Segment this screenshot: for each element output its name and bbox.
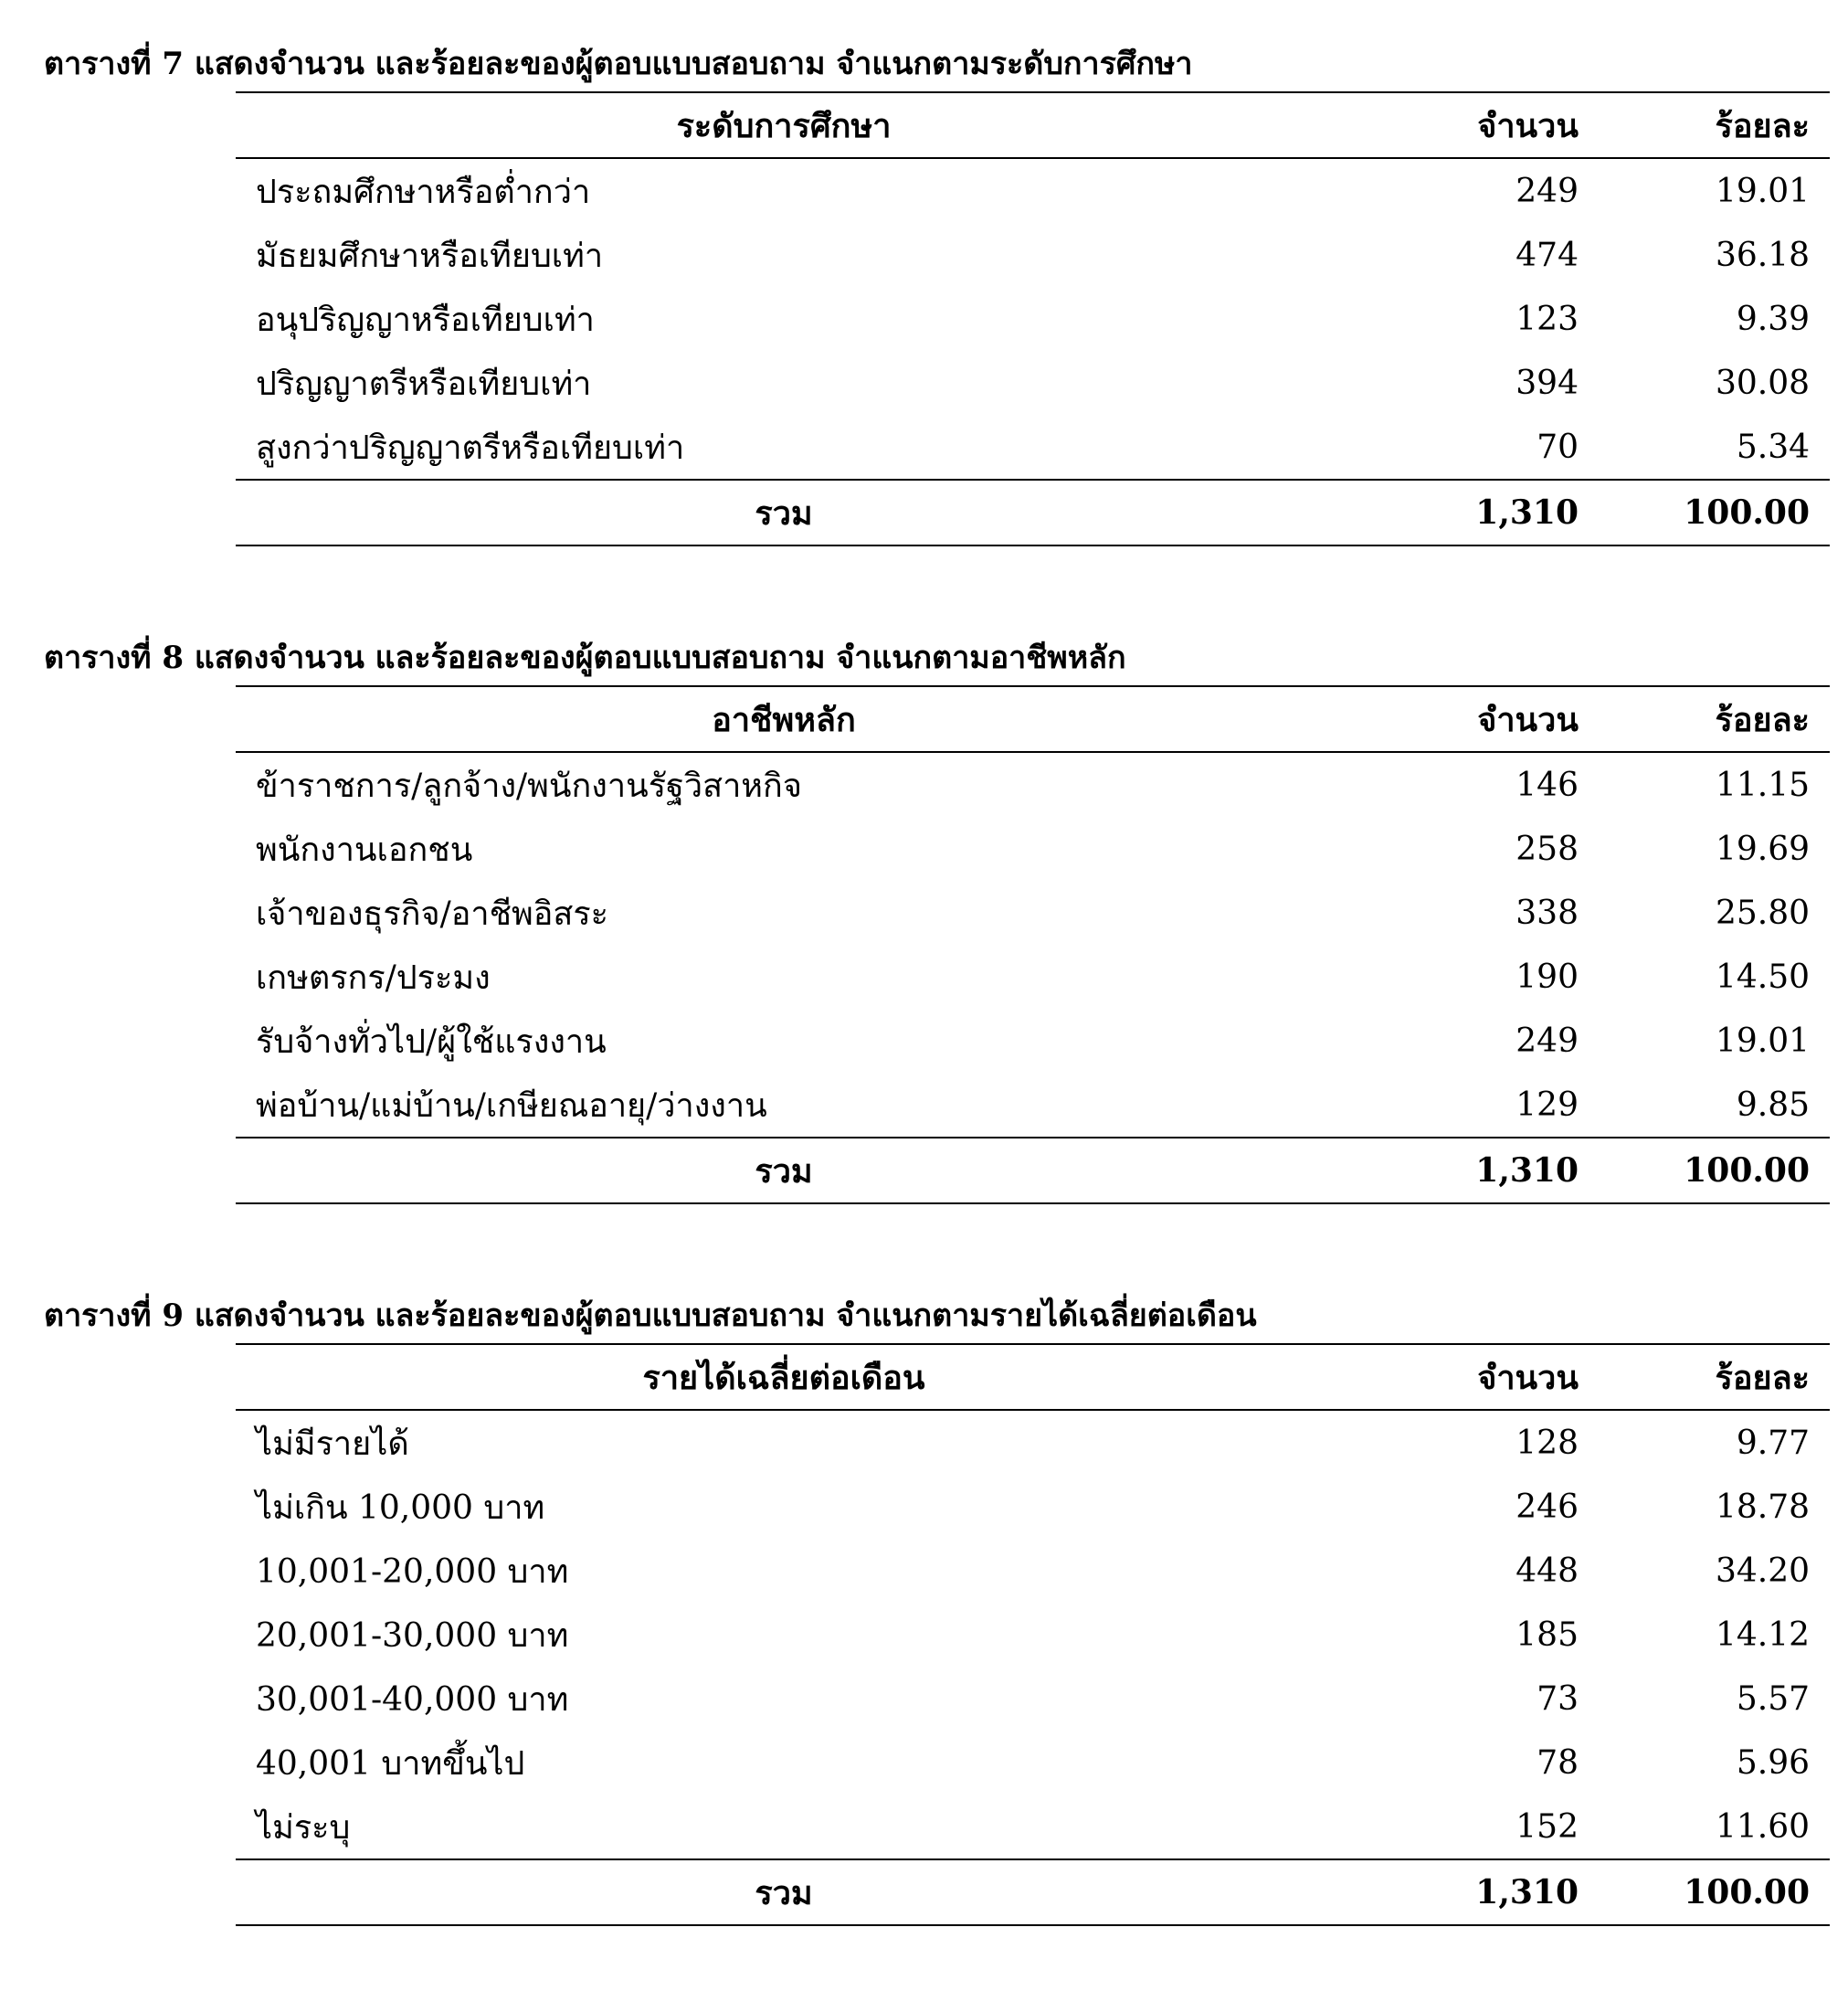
header-count: จำนวน bbox=[1477, 106, 1579, 145]
header-percent: ร้อยละ bbox=[1715, 700, 1810, 739]
row-label: ไม่ระบุ bbox=[256, 1808, 351, 1847]
table-row bbox=[236, 1411, 1830, 1475]
row-count: 185 bbox=[1515, 1615, 1579, 1654]
row-count: 394 bbox=[1515, 364, 1579, 402]
row-count: 249 bbox=[1515, 172, 1579, 210]
table-row bbox=[236, 817, 1830, 881]
row-percent: 5.34 bbox=[1736, 428, 1810, 466]
row-label: อนุปริญญาหรือเทียบเท่า bbox=[256, 301, 595, 339]
table-row bbox=[236, 1009, 1830, 1073]
row-label: ไม่เกิน 10,000 บาท bbox=[256, 1488, 545, 1527]
row-percent: 30.08 bbox=[1715, 364, 1810, 402]
row-label: ปริญญาตรีหรือเทียบเท่า bbox=[256, 365, 592, 403]
row-percent: 19.69 bbox=[1715, 830, 1810, 868]
total-percent: 100.00 bbox=[1684, 1151, 1810, 1190]
row-percent: 34.20 bbox=[1715, 1551, 1810, 1590]
row-count: 70 bbox=[1536, 428, 1579, 466]
row-count: 474 bbox=[1515, 236, 1579, 274]
total-count: 1,310 bbox=[1475, 1873, 1579, 1911]
row-label: พ่อบ้าน/แม่บ้าน/เกษียณอายุ/ว่างงาน bbox=[256, 1086, 767, 1125]
row-count: 78 bbox=[1536, 1743, 1579, 1782]
row-count: 448 bbox=[1515, 1551, 1579, 1590]
header-category: รายได้เฉลี่ยต่อเดือน bbox=[642, 1358, 925, 1397]
table-caption: ตารางที่ 7 แสดงจำนวน และร้อยละของผู้ตอบแบบสอบถาม จำแนกตามระดับการศึกษา bbox=[44, 46, 1193, 82]
table-row bbox=[236, 351, 1830, 415]
header-count: จำนวน bbox=[1477, 700, 1579, 739]
row-count: 246 bbox=[1515, 1488, 1579, 1526]
row-label: มัธยมศึกษาหรือเทียบเท่า bbox=[256, 237, 604, 275]
row-label: สูงกว่าปริญญาตรีหรือเทียบเท่า bbox=[256, 429, 685, 467]
row-label: 30,001-40,000 บาท bbox=[256, 1680, 569, 1719]
row-percent: 11.60 bbox=[1715, 1807, 1810, 1846]
table-row bbox=[236, 1795, 1830, 1858]
table-caption: ตารางที่ 8 แสดงจำนวน และร้อยละของผู้ตอบแบบสอบถาม จำแนกตามอาชีพหลัก bbox=[44, 640, 1126, 676]
row-percent: 25.80 bbox=[1715, 894, 1810, 932]
row-label: ข้าราชการ/ลูกจ้าง/พนักงานรัฐวิสาหกิจ bbox=[256, 767, 802, 805]
row-count: 190 bbox=[1515, 958, 1579, 996]
table-total-row bbox=[236, 1137, 1830, 1202]
row-percent: 5.96 bbox=[1736, 1743, 1810, 1782]
table-row bbox=[236, 1731, 1830, 1795]
row-percent: 9.85 bbox=[1736, 1085, 1810, 1124]
table-header-row bbox=[236, 93, 1830, 159]
row-percent: 9.39 bbox=[1736, 300, 1810, 338]
table-row bbox=[236, 1073, 1830, 1137]
row-label: เจ้าของธุรกิจ/อาชีพอิสระ bbox=[256, 895, 609, 933]
row-percent: 36.18 bbox=[1715, 236, 1810, 274]
table-caption: ตารางที่ 9 แสดงจำนวน และร้อยละของผู้ตอบแบบสอบถาม จำแนกตามรายได้เฉลี่ยต่อเดือน bbox=[44, 1297, 1257, 1334]
education-table bbox=[236, 91, 1830, 546]
table-row bbox=[236, 415, 1830, 479]
row-count: 128 bbox=[1515, 1424, 1579, 1462]
row-count: 123 bbox=[1515, 300, 1579, 338]
total-count: 1,310 bbox=[1475, 493, 1579, 532]
table-total-row bbox=[236, 1858, 1830, 1924]
table-header-row bbox=[236, 687, 1830, 753]
table-row bbox=[236, 753, 1830, 817]
total-label: รวม bbox=[755, 493, 813, 533]
row-label: รับจ้างทั่วไป/ผู้ใช้แรงงาน bbox=[256, 1022, 607, 1061]
row-count: 73 bbox=[1536, 1679, 1579, 1718]
total-label: รวม bbox=[755, 1873, 813, 1912]
row-label: ไม่มีรายได้ bbox=[256, 1424, 409, 1463]
table-row bbox=[236, 881, 1830, 945]
row-percent: 14.12 bbox=[1715, 1615, 1810, 1654]
header-category: อาชีพหลัก bbox=[712, 700, 856, 739]
header-count: จำนวน bbox=[1477, 1358, 1579, 1397]
row-label: 20,001-30,000 บาท bbox=[256, 1616, 569, 1655]
total-count: 1,310 bbox=[1475, 1151, 1579, 1190]
row-count: 249 bbox=[1515, 1022, 1579, 1060]
table-header-row bbox=[236, 1345, 1830, 1411]
row-percent: 19.01 bbox=[1715, 1022, 1810, 1060]
row-label: พนักงานเอกชน bbox=[256, 831, 473, 869]
row-label: 40,001 บาทขึ้นไป bbox=[256, 1744, 525, 1783]
table-row bbox=[236, 223, 1830, 287]
table-row bbox=[236, 1667, 1830, 1731]
row-percent: 14.50 bbox=[1715, 958, 1810, 996]
table-total-row bbox=[236, 479, 1830, 545]
table-row bbox=[236, 1539, 1830, 1603]
row-percent: 18.78 bbox=[1715, 1488, 1810, 1526]
row-label: 10,001-20,000 บาท bbox=[256, 1552, 569, 1591]
row-label: เกษตรกร/ประมง bbox=[256, 958, 491, 997]
table-row bbox=[236, 1475, 1830, 1539]
row-count: 146 bbox=[1515, 766, 1579, 804]
table-row bbox=[236, 159, 1830, 223]
table-row bbox=[236, 1603, 1830, 1667]
occupation-table bbox=[236, 685, 1830, 1204]
total-percent: 100.00 bbox=[1684, 493, 1810, 532]
total-percent: 100.00 bbox=[1684, 1873, 1810, 1911]
header-percent: ร้อยละ bbox=[1715, 106, 1810, 145]
row-percent: 11.15 bbox=[1715, 766, 1810, 804]
row-percent: 19.01 bbox=[1715, 172, 1810, 210]
income-table bbox=[236, 1343, 1830, 1926]
total-label: รวม bbox=[755, 1151, 813, 1191]
row-label: ประถมศึกษาหรือต่ำกว่า bbox=[256, 173, 591, 211]
row-count: 258 bbox=[1515, 830, 1579, 868]
header-category: ระดับการศึกษา bbox=[676, 106, 892, 145]
row-count: 129 bbox=[1515, 1085, 1579, 1124]
header-percent: ร้อยละ bbox=[1715, 1358, 1810, 1397]
row-count: 152 bbox=[1515, 1807, 1579, 1846]
row-percent: 9.77 bbox=[1736, 1424, 1810, 1462]
row-count: 338 bbox=[1515, 894, 1579, 932]
table-row bbox=[236, 945, 1830, 1009]
row-percent: 5.57 bbox=[1736, 1679, 1810, 1718]
table-row bbox=[236, 287, 1830, 351]
